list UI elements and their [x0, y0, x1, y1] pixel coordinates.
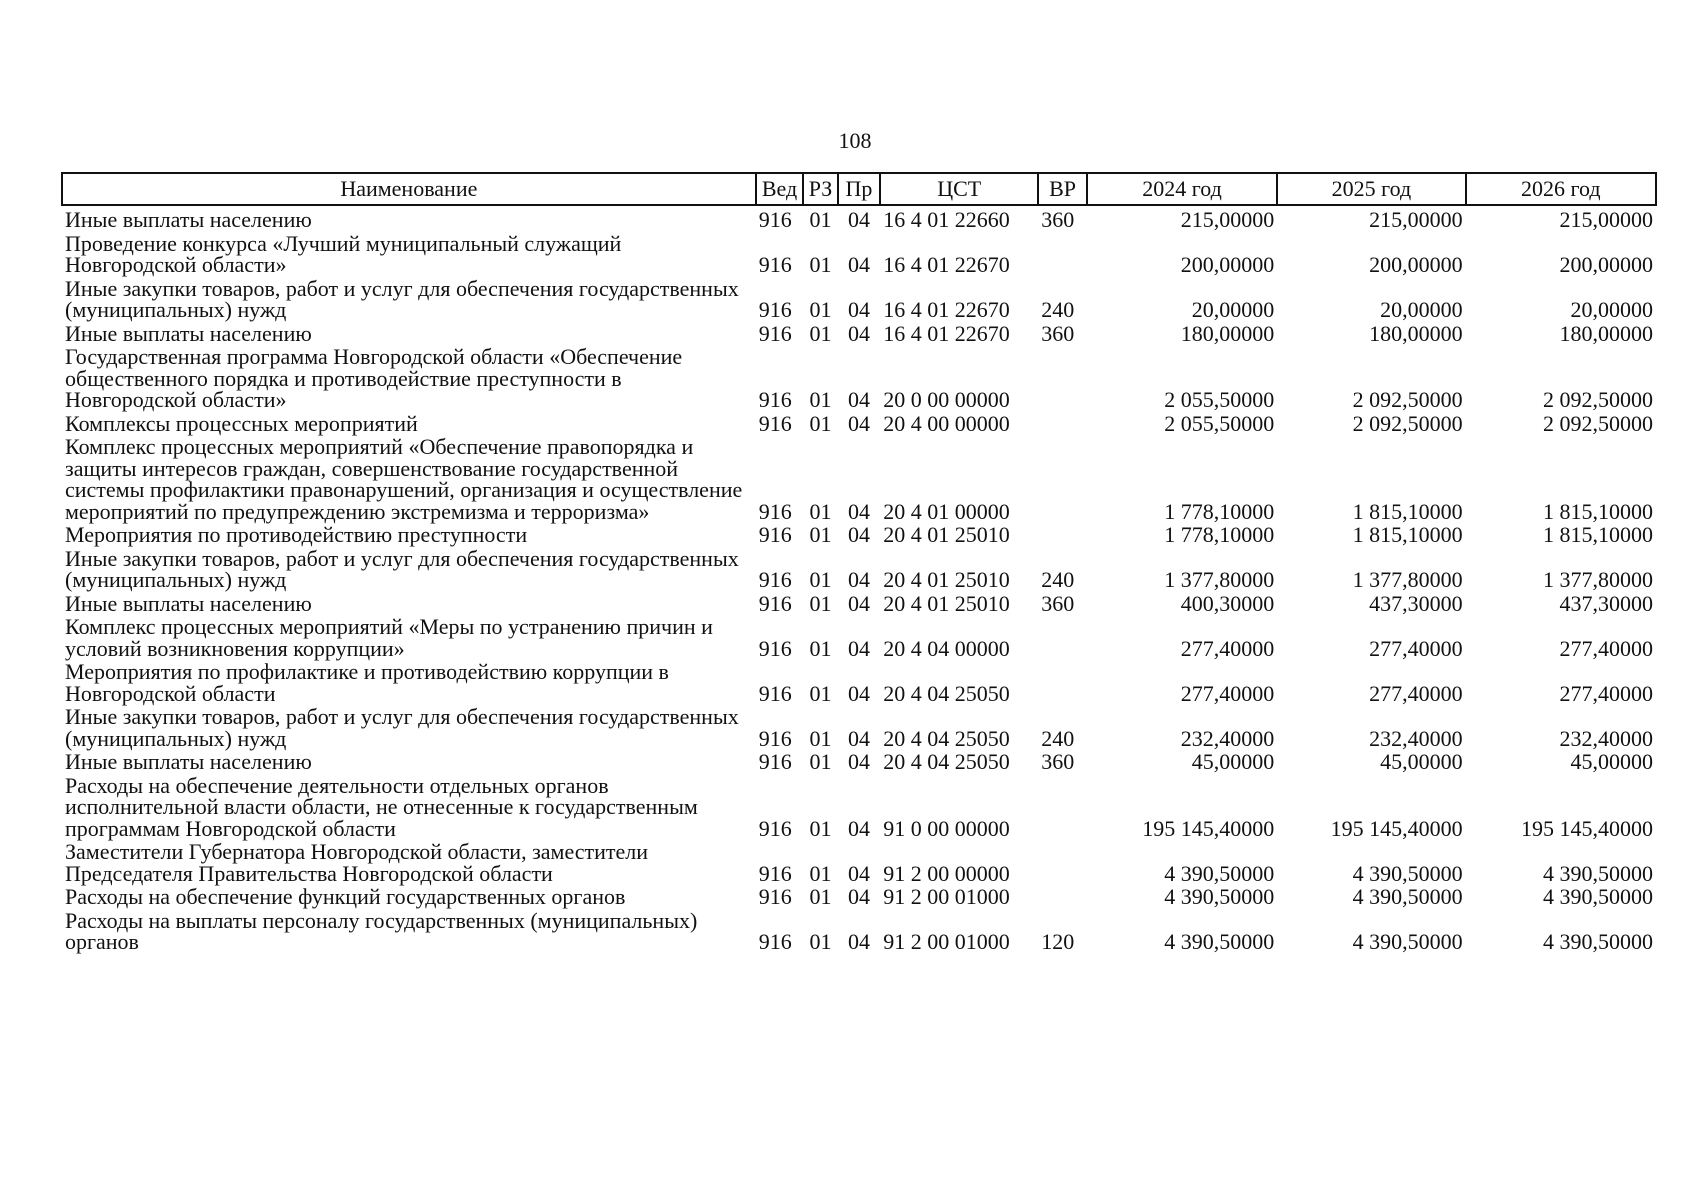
row-amount-2024: 1 778,10000 — [1164, 498, 1275, 524]
row-rz: 01 — [809, 567, 832, 592]
row-ved: 916 — [758, 929, 792, 954]
row-amount-2025: 215,00000 — [1369, 207, 1463, 232]
row-amount-2025: 20,00000 — [1380, 297, 1463, 322]
row-cst: 20 0 00 00000 — [883, 387, 1010, 412]
row-amount-2024: 4 390,50000 — [1164, 884, 1275, 909]
row-amount-2025: 195 145,40000 — [1330, 815, 1463, 841]
row-name: Заместители Губернатора Новгородской области, заместители Председателя Правительства Новгородской области — [65, 839, 649, 886]
row-pr: 04 — [847, 749, 870, 774]
row-rz: 01 — [809, 387, 832, 412]
row-amount-2025: 45,00000 — [1380, 749, 1463, 774]
row-amount-2025: 4 390,50000 — [1352, 884, 1463, 909]
row-ved: 916 — [758, 567, 792, 592]
row-cst: 91 2 00 01000 — [883, 884, 1010, 909]
row-pr: 04 — [847, 522, 870, 547]
row-amount-2025: 1 377,80000 — [1352, 567, 1463, 592]
row-amount-2024: 20,00000 — [1191, 297, 1275, 322]
row-name: Иные выплаты населению — [65, 749, 312, 774]
row-amount-2026: 4 390,50000 — [1543, 929, 1653, 954]
table-row — [62, 660, 1656, 705]
row-ved: 916 — [758, 680, 792, 706]
row-pr: 04 — [847, 680, 870, 706]
table-row — [62, 205, 1656, 232]
row-vr — [1038, 435, 1087, 523]
table-row — [62, 705, 1656, 750]
row-vr — [1038, 523, 1087, 547]
row-pr: 04 — [847, 207, 870, 232]
row-cst: 20 4 01 25010 — [883, 522, 1010, 547]
row-pr: 04 — [847, 929, 870, 954]
row-amount-2024: 180,00000 — [1180, 320, 1275, 346]
row-amount-2026: 4 390,50000 — [1543, 884, 1653, 909]
row-pr: 04 — [847, 815, 870, 841]
row-amount-2025: 437,30000 — [1369, 590, 1463, 616]
row-amount-2025: 4 390,50000 — [1352, 929, 1463, 954]
header-ved: Вед — [756, 173, 804, 205]
row-rz: 01 — [809, 884, 832, 909]
row-amount-2025: 277,40000 — [1369, 635, 1463, 661]
header-name: Наименование — [62, 173, 756, 205]
header-pr: Пр — [838, 173, 881, 205]
row-amount-2024: 195 145,40000 — [1142, 815, 1275, 841]
row-pr: 04 — [847, 410, 870, 436]
table-row — [62, 615, 1656, 660]
row-ved: 916 — [758, 522, 792, 547]
row-cst: 91 0 00 00000 — [883, 815, 1010, 841]
row-rz: 01 — [809, 252, 832, 277]
row-name: Мероприятия по профилактике и противодействию коррупции в Новгородской области — [65, 659, 669, 706]
row-rz: 01 — [809, 929, 832, 954]
row-amount-2024: 200,00000 — [1180, 252, 1275, 277]
page-number: 108 — [838, 128, 872, 153]
table-row — [62, 885, 1656, 909]
header-2025: 2025 год — [1277, 173, 1465, 205]
header-rz: РЗ — [803, 173, 837, 205]
row-name: Расходы на обеспечение деятельности отдельных органов исполнительной власти области, не отнесенные к государственным программам Новгородской области — [65, 772, 698, 841]
row-pr: 04 — [847, 498, 870, 524]
row-vr — [1038, 885, 1087, 909]
row-cst: 20 4 04 00000 — [883, 635, 1010, 661]
row-pr: 04 — [847, 387, 870, 412]
budget-table — [61, 172, 1657, 954]
row-name: Комплекс процессных мероприятий «Меры по устранению причин и условий возникновения коррупции» — [65, 614, 713, 661]
header-vr: ВР — [1038, 173, 1087, 205]
row-cst: 20 4 01 00000 — [883, 498, 1010, 524]
table-row — [62, 412, 1656, 436]
row-amount-2026: 277,40000 — [1559, 635, 1653, 661]
row-cst: 16 4 01 22670 — [883, 297, 1010, 322]
row-amount-2026: 45,00000 — [1570, 749, 1653, 774]
row-amount-2026: 437,30000 — [1559, 590, 1653, 616]
row-rz: 01 — [809, 498, 832, 524]
table-row — [62, 435, 1656, 523]
row-rz: 01 — [809, 815, 832, 841]
row-cst: 16 4 01 22670 — [883, 252, 1010, 277]
row-vr: 360 — [1041, 207, 1075, 232]
row-amount-2024: 1 778,10000 — [1164, 522, 1275, 547]
row-vr: 360 — [1041, 749, 1075, 774]
row-cst: 16 4 01 22670 — [883, 320, 1010, 346]
row-amount-2025: 2 092,50000 — [1352, 410, 1463, 436]
row-amount-2026: 195 145,40000 — [1521, 815, 1653, 841]
row-rz: 01 — [809, 749, 832, 774]
row-cst: 20 4 04 25050 — [883, 725, 1010, 751]
row-name: Иные выплаты населению — [65, 320, 312, 346]
row-vr — [1038, 840, 1087, 885]
row-pr: 04 — [847, 635, 870, 661]
row-amount-2025: 1 815,10000 — [1352, 498, 1463, 524]
row-amount-2024: 45,00000 — [1191, 749, 1275, 774]
row-name: Комплексы процессных мероприятий — [65, 410, 418, 436]
row-vr — [1038, 232, 1087, 277]
row-cst: 20 4 01 25010 — [883, 590, 1010, 616]
row-cst: 91 2 00 01000 — [883, 929, 1010, 954]
row-pr: 04 — [847, 590, 870, 616]
row-rz: 01 — [809, 860, 832, 886]
row-vr: 240 — [1041, 567, 1075, 592]
row-ved: 916 — [758, 252, 792, 277]
row-amount-2026: 232,40000 — [1559, 725, 1653, 751]
table-row — [62, 750, 1656, 774]
row-amount-2026: 1 815,10000 — [1543, 498, 1653, 524]
table-header-row — [62, 173, 1656, 205]
row-ved: 916 — [758, 590, 792, 616]
table-body — [62, 205, 1656, 954]
row-pr: 04 — [847, 567, 870, 592]
row-amount-2024: 232,40000 — [1180, 725, 1275, 751]
row-amount-2026: 180,00000 — [1559, 320, 1653, 346]
row-ved: 916 — [758, 635, 792, 661]
row-pr: 04 — [847, 884, 870, 909]
row-amount-2026: 2 092,50000 — [1543, 410, 1653, 436]
row-amount-2024: 277,40000 — [1180, 635, 1275, 661]
row-ved: 916 — [758, 498, 792, 524]
row-amount-2024: 215,00000 — [1180, 207, 1275, 232]
row-vr: 240 — [1041, 297, 1075, 322]
row-vr — [1038, 345, 1087, 412]
row-rz: 01 — [809, 320, 832, 346]
row-amount-2025: 180,00000 — [1369, 320, 1463, 346]
row-name: Иные закупки товаров, работ и услуг для обеспечения государственных (муниципальных) нужд — [65, 545, 739, 592]
row-rz: 01 — [809, 635, 832, 661]
row-cst: 20 4 04 25050 — [883, 749, 1010, 774]
row-amount-2026: 1 815,10000 — [1543, 522, 1653, 547]
row-vr — [1038, 660, 1087, 705]
row-name: Иные закупки товаров, работ и услуг для обеспечения государственных (муниципальных) нужд — [65, 704, 739, 751]
row-name: Комплекс процессных мероприятий «Обеспечение правопорядка и защиты интересов граждан, совершенствование государственной системы профилактики правонарушений, организация и осуществление мероприятий по предупреждению экстремизма и терроризма» — [65, 434, 743, 524]
row-name: Иные закупки товаров, работ и услуг для обеспечения государственных (муниципальных) нужд — [65, 275, 739, 322]
table-row — [62, 523, 1656, 547]
row-ved: 916 — [758, 815, 792, 841]
row-cst: 20 4 04 25050 — [883, 680, 1010, 706]
table-row — [62, 345, 1656, 412]
row-vr: 360 — [1041, 590, 1075, 616]
header-2024: 2024 год — [1087, 173, 1277, 205]
row-ved: 916 — [758, 387, 792, 412]
row-vr — [1038, 615, 1087, 660]
table-row — [62, 909, 1656, 954]
row-amount-2026: 277,40000 — [1559, 680, 1653, 706]
row-amount-2026: 200,00000 — [1559, 252, 1653, 277]
table-row — [62, 277, 1656, 322]
row-amount-2026: 20,00000 — [1570, 297, 1653, 322]
table-row — [62, 547, 1656, 592]
row-pr: 04 — [847, 725, 870, 751]
row-vr — [1038, 412, 1087, 436]
row-amount-2024: 1 377,80000 — [1164, 567, 1275, 592]
row-amount-2024: 2 055,50000 — [1164, 387, 1275, 412]
row-rz: 01 — [809, 590, 832, 616]
row-amount-2024: 277,40000 — [1180, 680, 1275, 706]
row-ved: 916 — [758, 860, 792, 886]
row-ved: 916 — [758, 884, 792, 909]
row-amount-2024: 400,30000 — [1180, 590, 1275, 616]
header-2026: 2026 год — [1466, 173, 1656, 205]
table-row — [62, 840, 1656, 885]
table-row — [62, 322, 1656, 346]
row-name: Мероприятия по противодействию преступности — [65, 522, 528, 547]
row-amount-2026: 2 092,50000 — [1543, 387, 1653, 412]
row-cst: 20 4 01 25010 — [883, 567, 1010, 592]
row-amount-2024: 4 390,50000 — [1164, 860, 1275, 886]
row-pr: 04 — [847, 297, 870, 322]
row-pr: 04 — [847, 860, 870, 886]
row-rz: 01 — [809, 725, 832, 751]
row-name: Иные выплаты населению — [65, 590, 312, 616]
row-ved: 916 — [758, 297, 792, 322]
row-amount-2026: 1 377,80000 — [1543, 567, 1653, 592]
row-ved: 916 — [758, 749, 792, 774]
row-amount-2026: 4 390,50000 — [1543, 860, 1653, 886]
row-cst: 91 2 00 00000 — [883, 860, 1010, 886]
row-cst: 16 4 01 22660 — [883, 207, 1010, 232]
row-rz: 01 — [809, 680, 832, 706]
row-ved: 916 — [758, 320, 792, 346]
row-name: Государственная программа Новгородской области «Обеспечение общественного порядка и противодействие преступности в Новгородской области» — [65, 344, 683, 412]
row-amount-2024: 4 390,50000 — [1164, 929, 1275, 954]
row-pr: 04 — [847, 252, 870, 277]
row-name: Проведение конкурса «Лучший муниципальный служащий Новгородской области» — [65, 230, 622, 277]
row-pr: 04 — [847, 320, 870, 346]
row-ved: 916 — [758, 207, 792, 232]
table-row — [62, 232, 1656, 277]
table-row — [62, 774, 1656, 841]
row-ved: 916 — [758, 725, 792, 751]
table-row — [62, 592, 1656, 616]
row-amount-2026: 215,00000 — [1559, 207, 1653, 232]
row-rz: 01 — [809, 207, 832, 232]
header-cst: ЦСТ — [880, 173, 1038, 205]
row-rz: 01 — [809, 297, 832, 322]
row-ved: 916 — [758, 410, 792, 436]
row-rz: 01 — [809, 410, 832, 436]
row-vr — [1038, 774, 1087, 841]
row-name: Иные выплаты населению — [65, 207, 312, 232]
row-amount-2025: 1 815,10000 — [1352, 522, 1463, 547]
row-vr: 360 — [1041, 320, 1075, 346]
row-amount-2024: 2 055,50000 — [1164, 410, 1275, 436]
row-vr: 120 — [1041, 929, 1075, 954]
row-name: Расходы на обеспечение функций государственных органов — [65, 884, 626, 909]
row-name: Расходы на выплаты персоналу государственных (муниципальных) органов — [65, 907, 698, 954]
row-vr: 240 — [1041, 725, 1075, 751]
row-amount-2025: 277,40000 — [1369, 680, 1463, 706]
row-amount-2025: 4 390,50000 — [1352, 860, 1463, 886]
row-amount-2025: 200,00000 — [1369, 252, 1463, 277]
row-cst: 20 4 00 00000 — [883, 410, 1010, 436]
row-amount-2025: 232,40000 — [1369, 725, 1463, 751]
row-amount-2025: 2 092,50000 — [1352, 387, 1463, 412]
row-rz: 01 — [809, 522, 832, 547]
